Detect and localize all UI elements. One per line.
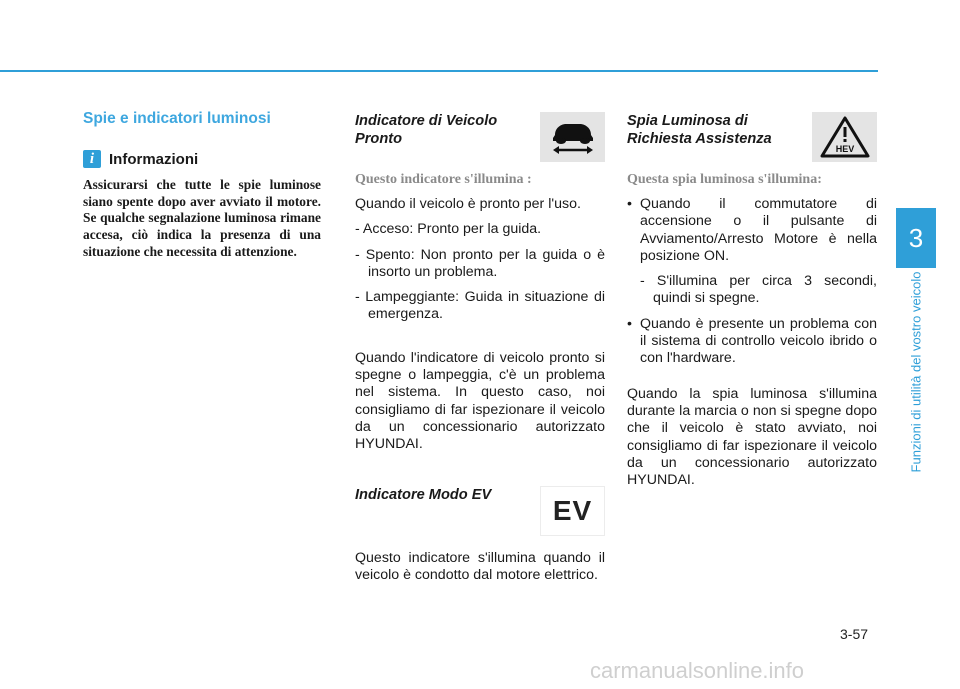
info-icon: i bbox=[83, 150, 101, 168]
watermark: carmanualsonline.info bbox=[590, 658, 805, 683]
info-title: Informazioni bbox=[109, 150, 199, 168]
ready-item-on: - Acceso: Pronto per la guida. bbox=[355, 221, 542, 238]
ev-indicator-header bbox=[355, 486, 605, 536]
ready-item-blink: - Lampeggiante: Guida in situazione di emergenza. bbox=[355, 289, 605, 323]
ready-note: Quando l'indicatore di veicolo pronto si spegne o lampeggia, c'è un problema nel sistema. In questo caso, noi consigliamo di far ispezionare il veicolo da un concessionario autorizzato HYUNDAI. bbox=[355, 349, 605, 453]
column-middle bbox=[355, 110, 605, 592]
chapter-tab: 3 bbox=[896, 208, 936, 268]
hev-warning-icon bbox=[812, 112, 877, 162]
column-right bbox=[627, 110, 877, 497]
service-indicator-title: Spia Luminosa di Richiesta Assistenza bbox=[627, 113, 772, 147]
section-title: Spie e indicatori luminosi bbox=[83, 110, 271, 127]
ready-subtitle: Questo indicatore s'illumina : bbox=[355, 172, 532, 187]
info-body: Assicurarsi che tutte le spie luminose siano spente dopo aver avviato il motore. Se qualche segnalazione luminosa rimane accesa, ciò indica la presenza di una situazione che necessita di attenzione. bbox=[83, 177, 321, 259]
service-conditions-list-2 bbox=[627, 316, 877, 368]
hev-icon-text: HEV bbox=[835, 144, 854, 154]
list-item-detail: - S'illumina per circa 3 secondi, quindi si spegne. bbox=[640, 273, 877, 307]
ready-indicator-header bbox=[355, 112, 605, 162]
service-indicator-header bbox=[627, 112, 877, 162]
list-item: • Quando è presente un problema con il sistema di controllo veicolo ibrido o con l'hardware. bbox=[627, 315, 877, 367]
column-left bbox=[83, 110, 321, 261]
ev-body: Questo indicatore s'illumina quando il veicolo è condotto dal motore elettrico. bbox=[355, 549, 605, 583]
ready-indicator-title: Indicatore di Veicolo Pronto bbox=[355, 113, 498, 147]
header-rule bbox=[0, 70, 878, 72]
ready-item-off: - Spento: Non pronto per la guida o è insorto un problema. bbox=[355, 246, 605, 280]
list-item: • Quando il commutatore di accensione o il pulsante di Avviamento/Arresto Motore è nella posizione ON. bbox=[627, 196, 877, 264]
ready-intro: Quando il veicolo è pronto per l'uso. bbox=[355, 196, 581, 212]
info-header bbox=[83, 150, 321, 168]
service-note: Quando la spia luminosa s'illumina durante la marcia o non si spegne dopo che il veicolo è stato avviato, noi consigliamo di far ispezionare il veicolo da un concessionario autorizzato HYUNDAI. bbox=[627, 385, 877, 489]
car-ready-icon bbox=[540, 112, 605, 162]
service-conditions-list bbox=[627, 196, 877, 265]
ev-mode-icon: EV bbox=[540, 486, 605, 536]
page-number: 3-57 bbox=[840, 626, 869, 642]
service-subtitle: Questa spia luminosa s'illumina: bbox=[627, 172, 822, 187]
ev-indicator-title: Indicatore Modo EV bbox=[355, 486, 492, 503]
chapter-label: Funzioni di utilità del vostro veicolo bbox=[908, 271, 924, 473]
